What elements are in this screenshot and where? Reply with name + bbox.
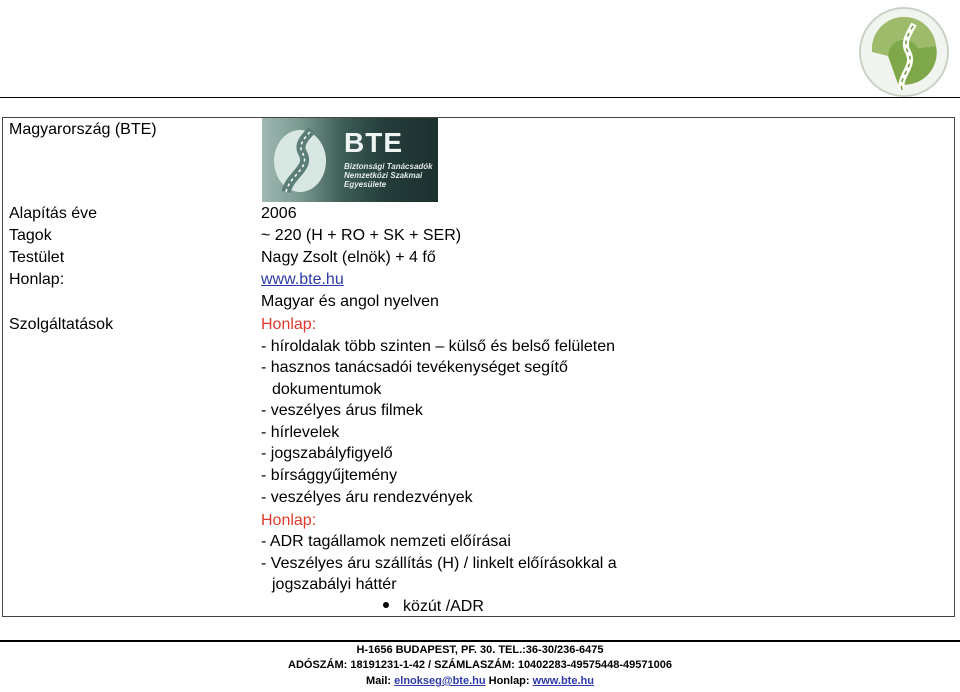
- members-value: ~ 220 (H + RO + SK + SER): [261, 227, 462, 244]
- service-item: jogszabályi háttér: [272, 576, 397, 593]
- banner-subtitle: [344, 162, 433, 189]
- footer-address: H-1656 BUDAPEST, PF. 30. TEL.:36-30/236-6475: [356, 644, 604, 656]
- services-heading: Honlap:: [261, 316, 317, 333]
- service-item: - jogszabályfigyelő: [261, 445, 393, 462]
- members-label: Tagok: [9, 227, 52, 244]
- board-value: Nagy Zsolt (elnök) + 4 fő: [261, 249, 436, 266]
- founded-label: Alapítás éve: [9, 205, 98, 222]
- banner-subtitle-line: Nemzetközi Szakmai: [344, 171, 423, 180]
- language-note: Magyar és angol nyelven: [261, 293, 439, 310]
- bullet-text: közút /ADR: [403, 598, 484, 615]
- founded-value: 2006: [261, 205, 297, 222]
- bullet-icon: [383, 602, 389, 608]
- service-item: - veszélyes áru rendezvények: [261, 489, 473, 506]
- service-item: - ADR tagállamok nemzeti előírásai: [261, 533, 511, 550]
- service-item: dokumentumok: [272, 381, 382, 398]
- footer-rule: [0, 640, 960, 642]
- footer-tax: ADÓSZÁM: 18191231-1-42 / SZÁMLASZÁM: 10402283-49575448-49571006: [288, 659, 672, 671]
- banner-subtitle-line: Biztonsági Tanácsadók: [344, 162, 433, 171]
- service-item: - Veszélyes áru szállítás (H) / linkelt előírásokkal a: [261, 555, 617, 572]
- web-link[interactable]: www.bte.hu: [532, 675, 594, 687]
- banner-subtitle-line: Egyesülete: [344, 180, 387, 189]
- footer-contact: [0, 674, 960, 688]
- board-label: Testület: [9, 249, 65, 266]
- page-title: Magyarország (BTE): [9, 121, 157, 138]
- bte-logo-icon: [858, 6, 950, 98]
- service-item: - veszélyes árus filmek: [261, 402, 423, 419]
- bte-banner-image: [262, 118, 438, 202]
- banner-name: BTE: [344, 127, 403, 158]
- service-item: - hasznos tanácsadói tevékenységet segítő: [261, 359, 568, 376]
- web-label: Honlap:: [488, 675, 530, 687]
- road-icon: [272, 128, 328, 194]
- mail-link[interactable]: elnokseg@bte.hu: [394, 675, 486, 687]
- mail-label: Mail:: [366, 675, 392, 687]
- website-label: Honlap:: [9, 271, 65, 288]
- website-link[interactable]: www.bte.hu: [261, 271, 344, 288]
- service-item: - hírlevelek: [261, 424, 340, 441]
- bullet-item: [383, 596, 484, 618]
- services-label: Szolgáltatások: [9, 316, 114, 333]
- service-item: - híroldalak több szinten – külső és belső felületen: [261, 338, 615, 355]
- service-item: - bírsággyűjtemény: [261, 467, 398, 484]
- header-rule: [0, 97, 960, 98]
- services-heading: Honlap:: [261, 512, 317, 529]
